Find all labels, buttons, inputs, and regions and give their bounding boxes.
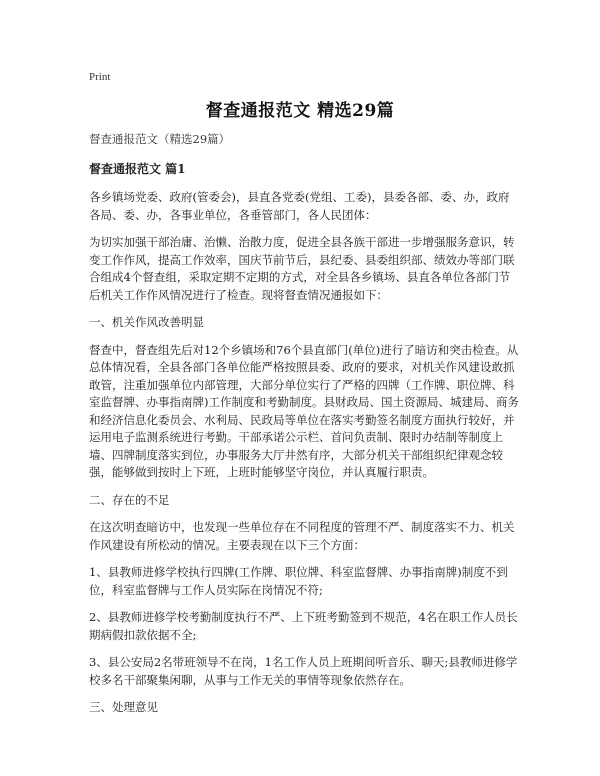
page-title: 督查通报范文 精选29篇 <box>205 101 395 121</box>
shortcomings-paragraph: 在这次明查暗访中，也发现一些单位存在不同程度的管理不严、制度落实不力、机关作风建设有所松动的情况。主要表现在以下三个方面： <box>89 520 515 552</box>
list-item: 1、县教师进修学校执行四牌(工作牌、职位牌、科室监督牌、办事指南牌)制度不到位，科室监督牌与工作人员实际在岗情况不符; <box>89 565 508 597</box>
section-heading: 督查通报范文 篇1 <box>89 161 186 176</box>
heading-improvement: 一、机关作风改善明显 <box>89 315 204 329</box>
list-item: 2、县教师进修学校考勤制度执行不严、上下班考勤签到不规范，4名在职工作人员长期病假扣款依据不全; <box>89 610 518 642</box>
document-subtitle: 督查通报范文（精选29篇） <box>89 132 231 146</box>
intro-paragraph: 为切实加强干部治庸、治懒、治散力度，促进全县各族干部进一步增强服务意识，转变工作作风，提高工作效率，国庆节前节后，县纪委、县委组织部、绩效办等部门联合组成4个督查组，采取定期不定期的方式，对全县各乡镇场、县直各单位各部门节后机关工作作风情况进行了检查。现将督查情况通报如下： <box>89 235 515 302</box>
list-item: 3、县公安局2名带班领导不在岗，1名工作人员上班期间听音乐、聊天;县教师进修学校多名干部聚集闲聊，从事与工作无关的事情等现象依然存在。 <box>89 655 518 687</box>
print-label[interactable]: Print <box>89 71 111 83</box>
salutation-paragraph: 各乡镇场党委、政府(管委会)，县直各党委(党组、工委)，县委各部、委、办，政府各局、委、办，各事业单位，各垂管部门，各人民团体： <box>89 190 510 222</box>
document-body <box>89 131 519 727</box>
heading-handling: 三、处理意见 <box>89 700 158 714</box>
heading-shortcomings: 二、存在的不足 <box>89 492 170 507</box>
improvement-paragraph: 督查中，督查组先后对12个乡镇场和76个县直部门(单位)进行了暗访和突击检查。从总体情况看，全县各部门各单位能严格按照县委、政府的要求，对机关作风建设敢抓敢管，注重加强单位内部管理，大部分单位实行了严格的四牌（工作牌、职位牌、科室监督牌、办事指南牌)工作制度和考勤制度。县财政局、国土资源局、城建局、商务和经济信息化委员会、水利局、民政局等单位在落实考勤签名制度方面执行较好，并运用电子监测系统进行考勤。干部承诺公示栏、首问负责制、限时办结制等制度上墙、四牌制度落实到位，办事服务大厅井然有序，大部分机关干部组织纪律观念较强，能够做到按时上下班，上班时能够坚守岗位，并认真履行职责。 <box>89 342 519 479</box>
